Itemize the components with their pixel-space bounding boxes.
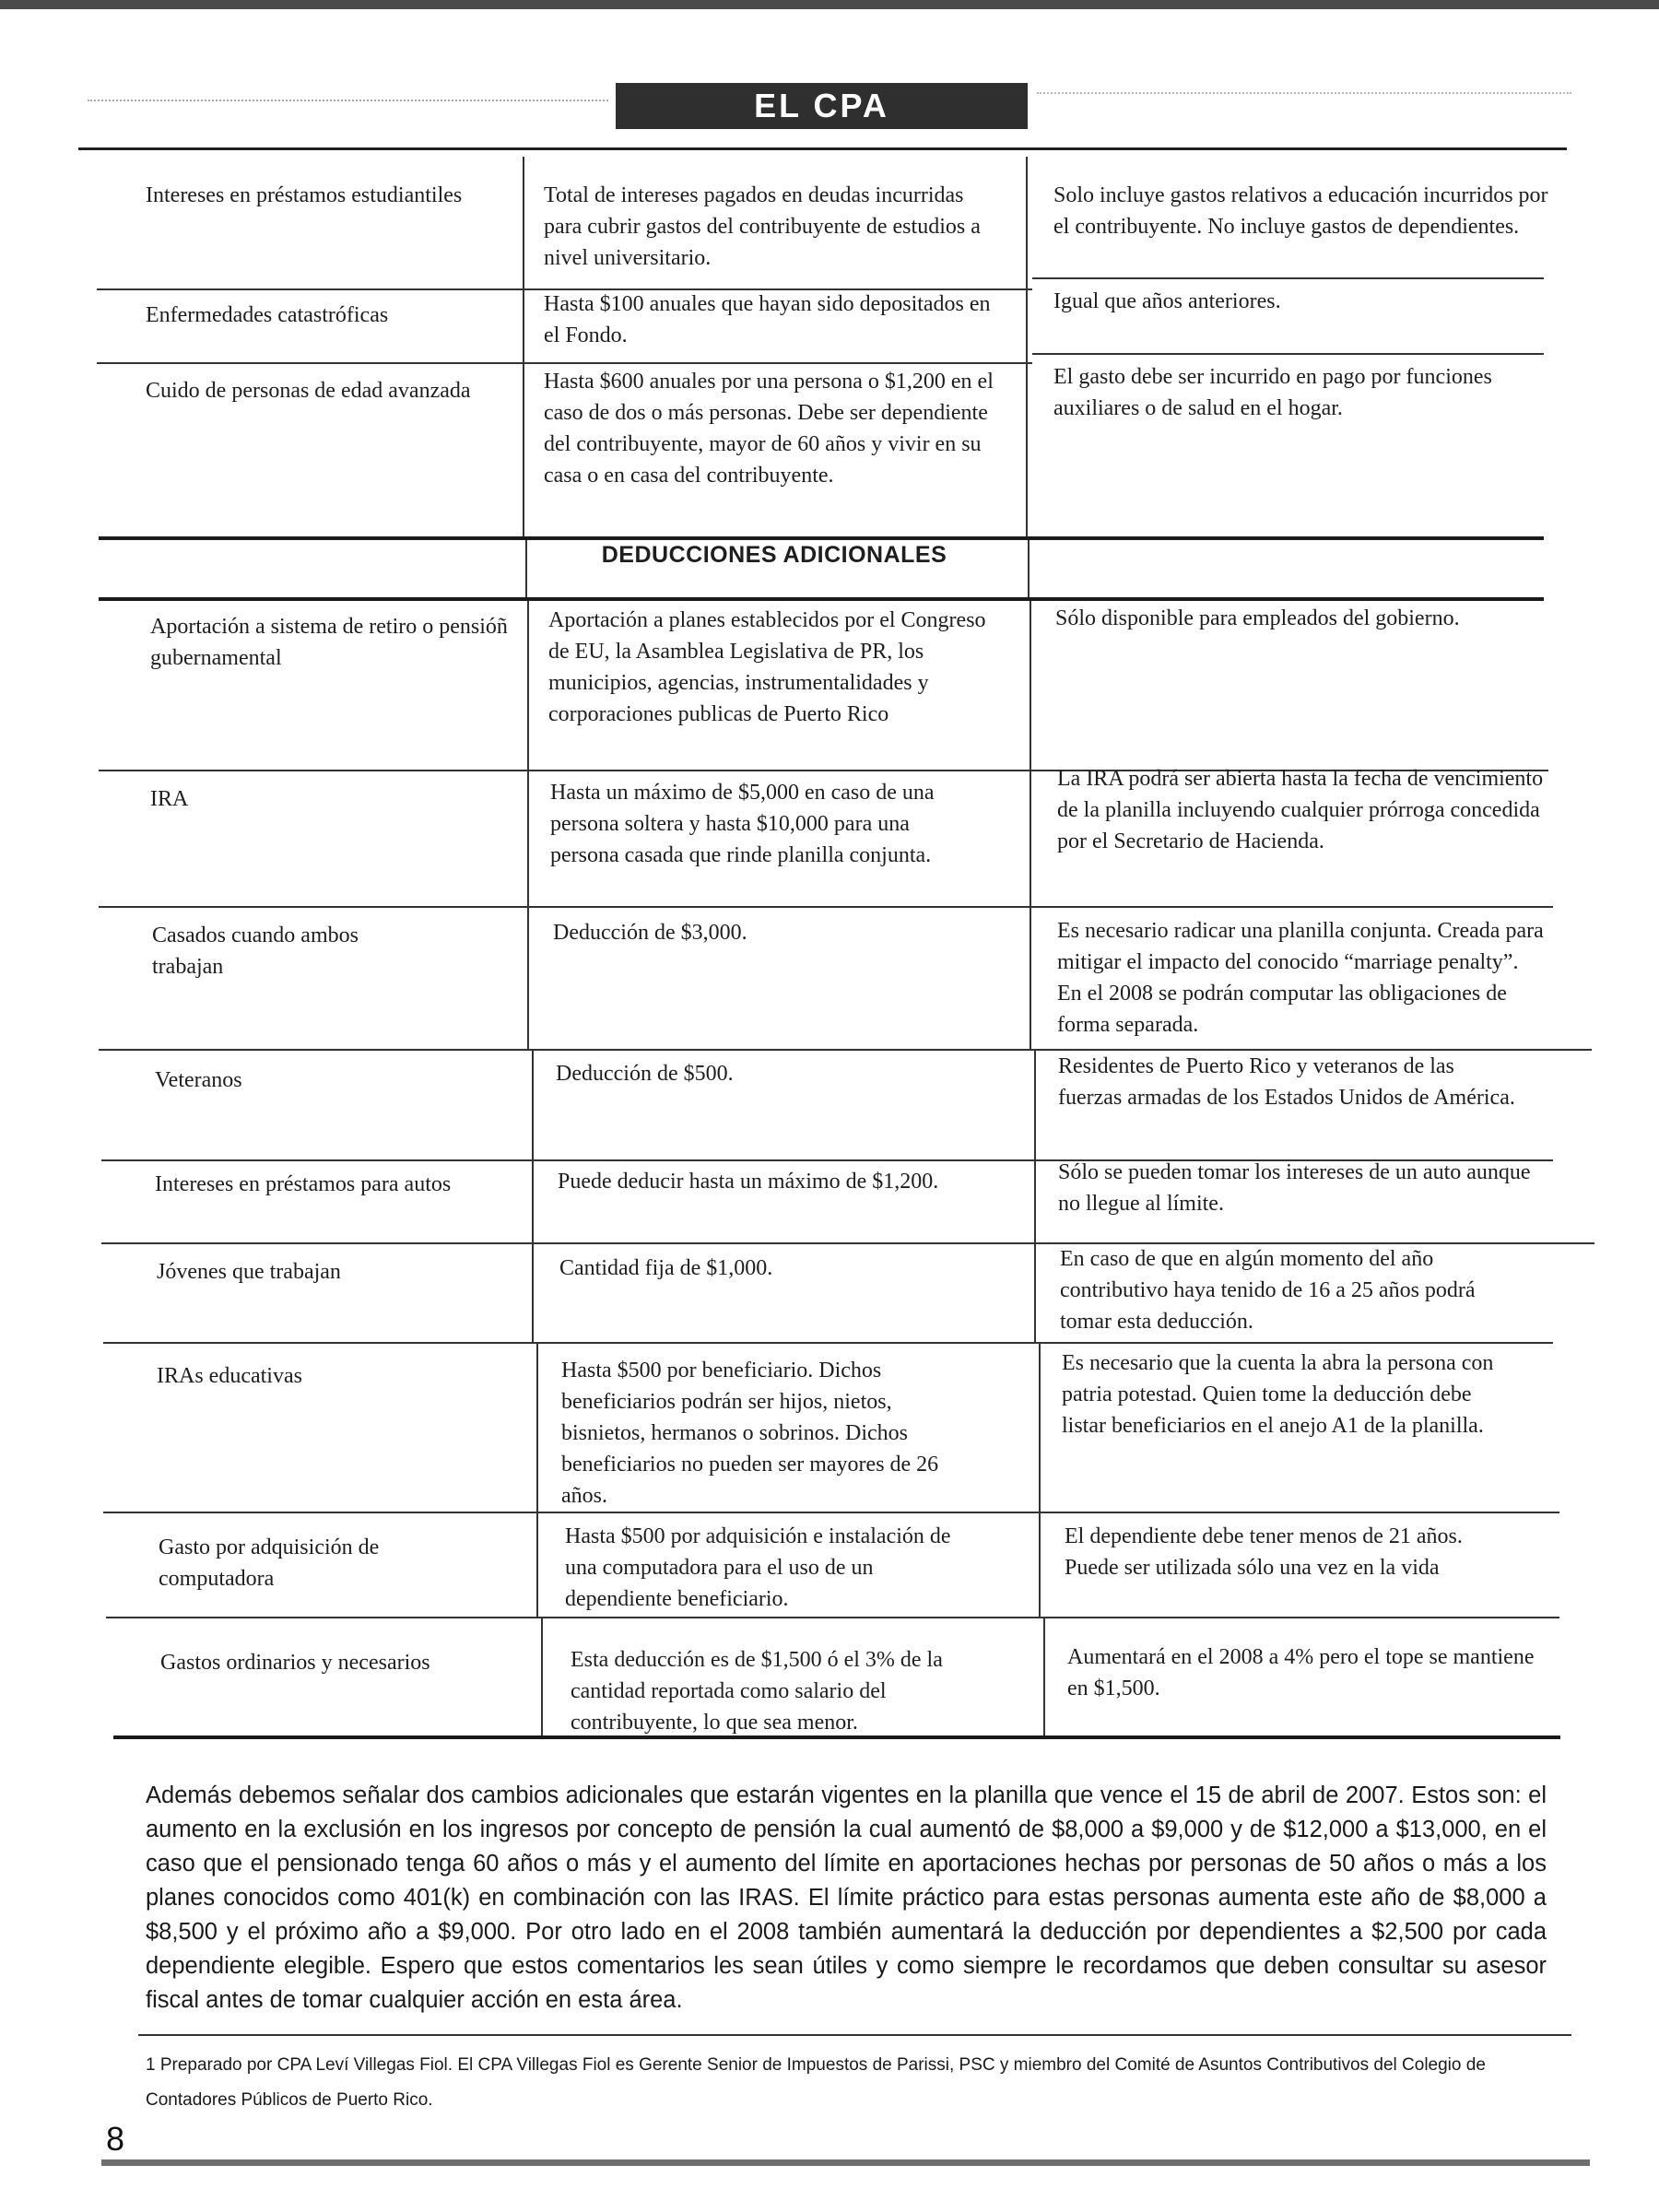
page-number: 8 xyxy=(106,2120,125,2158)
row-divider xyxy=(1032,277,1544,279)
detail-cell: Deducción de $3,000. xyxy=(553,921,747,945)
bottom-rule xyxy=(101,2159,1590,2166)
notes-cell: Residentes de Puerto Rico y veteranos de las fuerzas armadas de los Estados Unidos de América. xyxy=(1058,1054,1515,1110)
notes-cell: Igual que años anteriores. xyxy=(1053,289,1281,313)
detail-cell: Hasta $500 por adquisición e instalación de una computadora para el uso de un dependiente beneficiario. xyxy=(565,1524,951,1611)
notes-cell: Es necesario radicar una planilla conjunta. Creada para mitigar el impacto del conocido “marriage penalty”. En el 2008 se podrán computar las obligaciones de forma separada. xyxy=(1057,919,1544,1037)
column-divider xyxy=(1034,1049,1036,1342)
concept-cell: Gastos ordinarios y necesarios xyxy=(160,1651,430,1675)
concept-cell: IRA xyxy=(150,787,189,811)
row-divider xyxy=(103,1512,1559,1513)
concept-cell: Casados cuando ambos trabajan xyxy=(152,924,359,979)
section-rule-bottom xyxy=(99,597,1544,601)
column-divider xyxy=(536,1342,538,1618)
row-divider xyxy=(106,1617,1559,1618)
column-divider xyxy=(525,540,527,597)
footnote-rule xyxy=(138,2034,1571,2036)
column-divider xyxy=(541,1617,543,1735)
concept-cell: Gasto por adquisición de computadora xyxy=(159,1535,380,1591)
row-divider xyxy=(1032,353,1544,355)
concept-cell: Enfermedades catastróficas xyxy=(146,303,389,327)
detail-cell: Total de intereses pagados en deudas incurridas para cubrir gastos del contribuyente de estudios a nivel universitario. xyxy=(544,183,981,270)
section-rule-top xyxy=(99,536,1544,540)
notes-cell: Aumentará en el 2008 a 4% pero el tope se mantiene en $1,500. xyxy=(1067,1645,1535,1700)
page-title: EL CPA xyxy=(616,83,1028,129)
column-divider xyxy=(523,157,524,536)
concept-cell: Intereses en préstamos para autos xyxy=(155,1172,452,1196)
notes-cell: En caso de que en algún momento del año contributivo haya tenido de 16 a 25 años podrá tomar esta deducción. xyxy=(1060,1247,1476,1334)
concept-cell: Jóvenes que trabajan xyxy=(157,1260,341,1284)
detail-cell: Hasta $500 por beneficiario. Dichos beneficiarios podrán ser hijos, nietos, bisnietos, hermanos o sobrinos. Dichos beneficiarios no pueden ser mayores de 26 años. xyxy=(561,1359,939,1508)
detail-cell: Hasta $600 anuales por una persona o $1,200 en el caso de dos o más personas. Debe ser dependiente del contribuyente, mayor de 60 años y vivir en su casa o en casa del contribuyente. xyxy=(544,370,994,488)
concept-cell: Cuido de personas de edad avanzada xyxy=(146,379,471,403)
footnote: 1 Preparado por CPA Leví Villegas Fiol. El CPA Villegas Fiol es Gerente Senior de Impuestos de Parissi, PSC y miembro del Comité de Asuntos Contributivos del Colegio de Contadores Públicos de Puerto Rico. xyxy=(146,2055,1486,2110)
notes-cell: La IRA podrá ser abierta hasta la fecha de vencimiento de la planilla incluyendo cualquier prórroga concedida por el Secretario de Hacienda. xyxy=(1057,767,1544,853)
notes-cell: Sólo se pueden tomar los intereses de un auto aunque no llegue al límite. xyxy=(1058,1160,1531,1216)
column-divider xyxy=(1028,540,1030,597)
concept-cell: Aportación a sistema de retiro o pensióñ gubernamental xyxy=(150,615,508,670)
notes-cell: El gasto debe ser incurrido en pago por funciones auxiliares o de salud en el hogar. xyxy=(1053,365,1492,420)
detail-cell: Esta deducción es de $1,500 ó el 3% de la cantidad reportada como salario del contribuyente, lo que sea menor. xyxy=(571,1648,943,1735)
notes-cell: Solo incluye gastos relativos a educación incurridos por el contribuyente. No incluye gastos de dependientes. xyxy=(1053,183,1548,239)
row-divider xyxy=(97,362,1032,364)
column-divider xyxy=(1026,157,1028,536)
detail-cell: Cantidad fija de $1,000. xyxy=(559,1256,773,1280)
table-bottom-rule xyxy=(113,1735,1560,1739)
column-divider xyxy=(527,601,529,1049)
concept-cell: IRAs educativas xyxy=(157,1364,302,1388)
notes-cell: El dependiente debe tener menos de 21 años. Puede ser utilizada sólo una vez en la vida xyxy=(1065,1524,1463,1580)
column-divider xyxy=(532,1049,534,1342)
column-divider xyxy=(1030,601,1031,1049)
detail-cell: Aportación a planes establecidos por el Congreso de EU, la Asamblea Legislativa de PR, los municipios, agencias, instrumentalidades y corporaciones publicas de Puerto Rico xyxy=(548,608,986,726)
detail-cell: Hasta $100 anuales que hayan sido depositados en el Fondo. xyxy=(544,292,991,347)
section-title: DEDUCCIONES ADICIONALES xyxy=(601,542,947,568)
concept-cell: Veteranos xyxy=(155,1068,242,1092)
row-divider xyxy=(99,906,1553,908)
column-divider xyxy=(1039,1342,1041,1618)
notes-cell: Sólo disponible para empleados del gobierno. xyxy=(1055,606,1460,630)
notes-cell: Es necesario que la cuenta la abra la persona con patria potestad. Quien tome la deducción debe listar beneficiarios en el anejo A1 de la planilla. xyxy=(1062,1351,1494,1438)
row-divider xyxy=(103,1342,1553,1344)
detail-cell: Deducción de $500. xyxy=(556,1062,734,1086)
detail-cell: Puede deducir hasta un máximo de $1,200. xyxy=(558,1170,939,1194)
detail-cell: Hasta un máximo de $5,000 en caso de una persona soltera y hasta $10,000 para una persona casada que rinde planilla conjunta. xyxy=(550,781,935,867)
closing-paragraph: Además debemos señalar dos cambios adicionales que estarán vigentes en la planilla que vence el 15 de abril de 2007. Estos son: el aumento en la exclusión en los ingresos por concepto de pensión la cual aumentó de $8,000 a $9,000 y de $12,000 a $13,000, en el caso que el pensionado tenga 60 años o más y el aumento del límite en aportaciones hechas por personas de 50 años o más a los planes conocidos como 401(k) en combinación con las IRAS. El límite práctico para estas personas aumenta este año de $8,000 a $8,500 y el próximo año a $9,000. Por otro lado en el 2008 también aumentará la deducción por dependientes a $2,500 por cada dependiente elegible. Espero que estos comentarios les sean útiles y como siempre le recordamos que deben consultar su asesor fiscal antes de tomar cualquier acción en esta área. xyxy=(146,1783,1547,2013)
concept-cell: Intereses en préstamos estudiantiles xyxy=(146,183,463,207)
column-divider xyxy=(1043,1617,1045,1735)
